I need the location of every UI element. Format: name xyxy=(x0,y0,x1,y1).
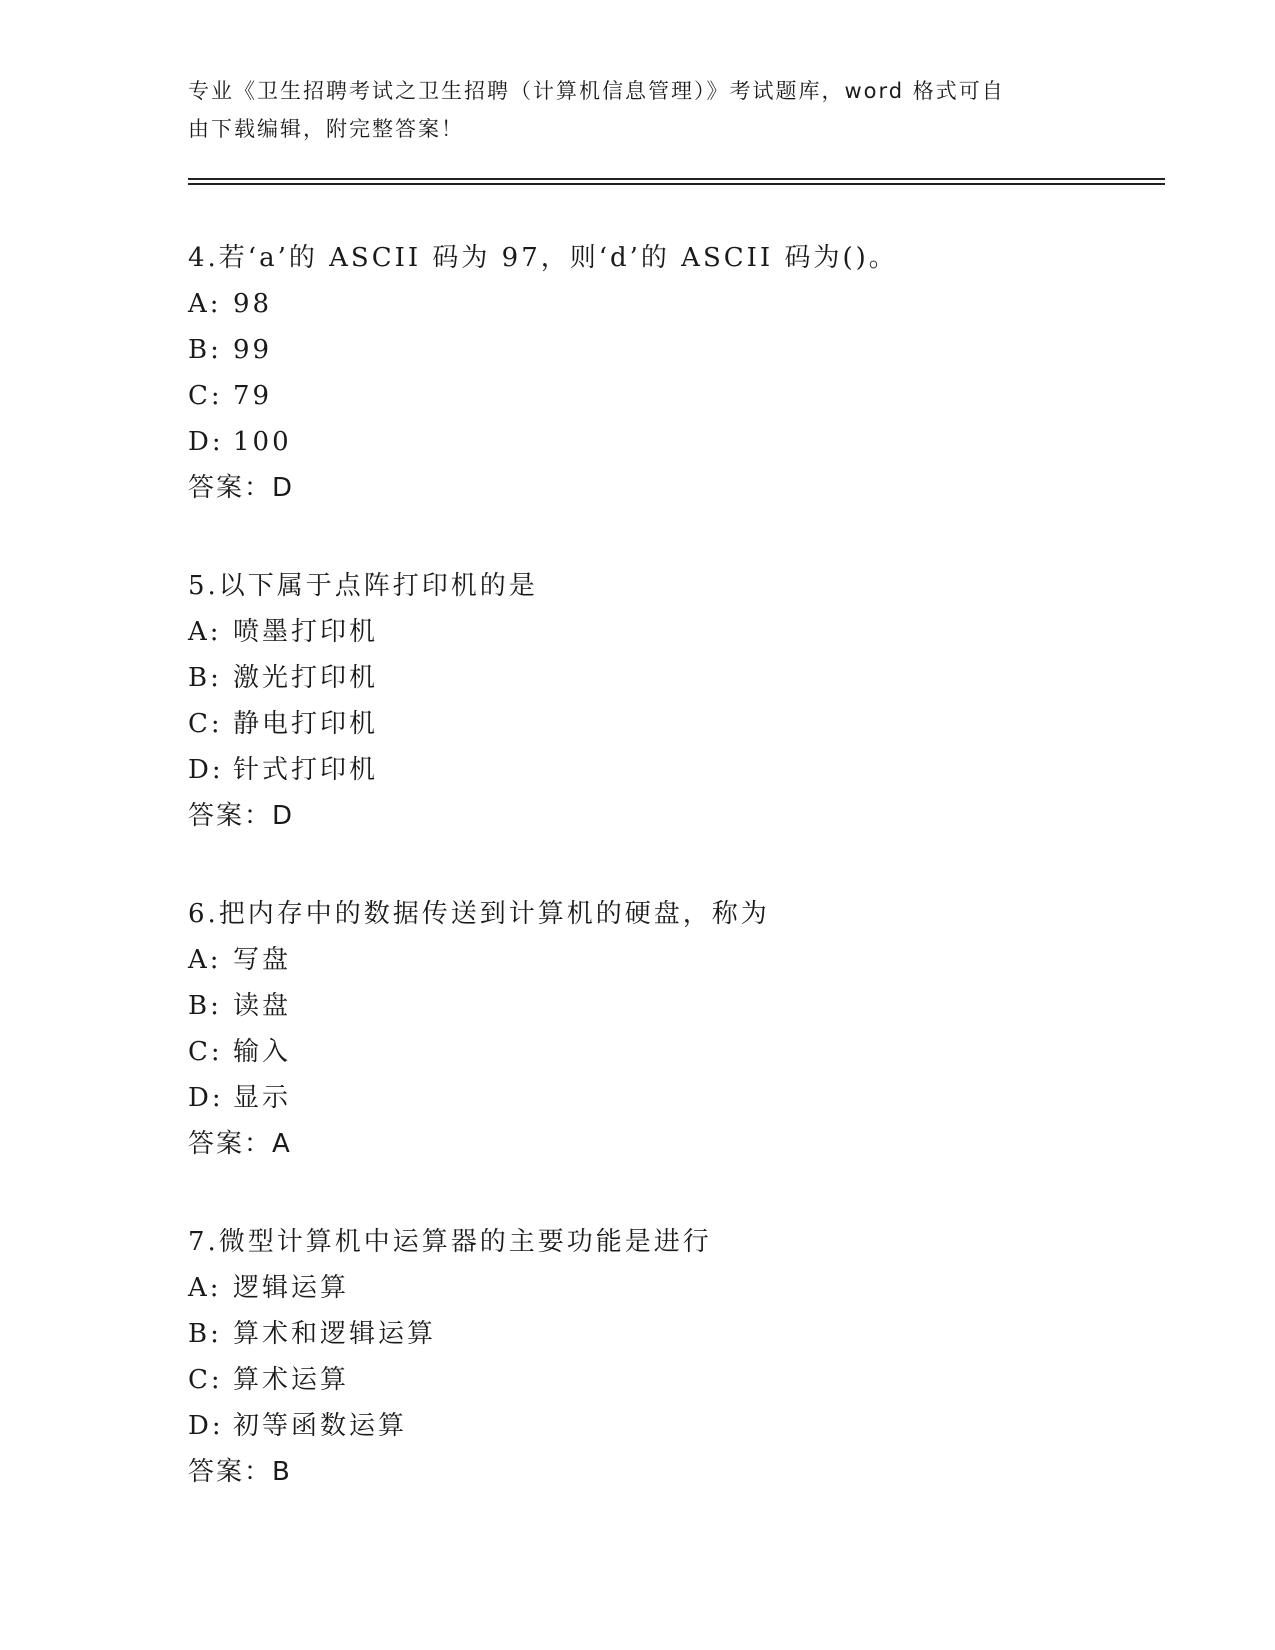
option-text: 98 xyxy=(233,289,273,319)
answer-line: 答案：A xyxy=(188,1129,292,1159)
option-text: 针式打印机 xyxy=(233,755,379,785)
option-b xyxy=(188,327,1148,373)
option-b xyxy=(188,655,1148,701)
option-text: 79 xyxy=(233,381,273,411)
header-line-2: 由下载编辑，附完整答案！ xyxy=(188,117,464,141)
question-stem: 6.把内存中的数据传送到计算机的硬盘，称为 xyxy=(188,899,770,929)
option-c xyxy=(188,373,1148,419)
option-letter: B: xyxy=(188,991,222,1021)
option-letter: D: xyxy=(188,427,224,457)
option-text: 读盘 xyxy=(233,991,292,1021)
option-a xyxy=(188,937,1148,983)
option-letter: A: xyxy=(188,1273,222,1303)
option-c xyxy=(188,1357,1148,1403)
document-header xyxy=(188,72,1068,148)
option-letter: D: xyxy=(188,1411,224,1441)
option-letter: B: xyxy=(188,663,222,693)
question-4 xyxy=(188,235,1148,511)
option-letter: C: xyxy=(188,381,223,411)
option-text: 输入 xyxy=(233,1037,292,1067)
option-text: 写盘 xyxy=(233,945,292,975)
answer-line: 答案：D xyxy=(188,473,295,503)
option-letter: D: xyxy=(188,1083,224,1113)
option-letter: A: xyxy=(188,617,222,647)
question-6 xyxy=(188,891,1148,1167)
option-text: 算术和逻辑运算 xyxy=(233,1319,437,1349)
option-a xyxy=(188,609,1148,655)
question-stem: 7.微型计算机中运算器的主要功能是进行 xyxy=(188,1227,712,1257)
question-5 xyxy=(188,563,1148,839)
question-stem: 5.以下属于点阵打印机的是 xyxy=(188,571,538,601)
option-b xyxy=(188,1311,1148,1357)
option-text: 100 xyxy=(233,427,292,457)
option-text: 静电打印机 xyxy=(233,709,379,739)
option-d xyxy=(188,1403,1148,1449)
option-letter: B: xyxy=(188,1319,222,1349)
option-b xyxy=(188,983,1148,1029)
option-letter: A: xyxy=(188,945,222,975)
question-stem: 4.若‘a’的 ASCII 码为 97，则‘d’的 ASCII 码为()。 xyxy=(188,243,898,273)
question-list xyxy=(188,235,1148,1547)
option-c xyxy=(188,1029,1148,1075)
option-text: 算术运算 xyxy=(233,1365,350,1395)
option-letter: B: xyxy=(188,335,222,365)
answer-line: 答案：B xyxy=(188,1457,292,1487)
option-letter: C: xyxy=(188,1037,223,1067)
option-a xyxy=(188,1265,1148,1311)
question-7 xyxy=(188,1219,1148,1495)
header-rule-bottom xyxy=(188,183,1165,185)
option-a xyxy=(188,281,1148,327)
option-d xyxy=(188,1075,1148,1121)
option-letter: C: xyxy=(188,1365,223,1395)
option-d xyxy=(188,747,1148,793)
header-line-1: 专业《卫生招聘考试之卫生招聘（计算机信息管理）》考试题库，word 格式可自 xyxy=(188,79,1005,103)
option-text: 激光打印机 xyxy=(233,663,379,693)
option-letter: D: xyxy=(188,755,224,785)
option-letter: A: xyxy=(188,289,222,319)
option-text: 初等函数运算 xyxy=(233,1411,408,1441)
header-rule-top xyxy=(188,178,1165,180)
option-text: 逻辑运算 xyxy=(233,1273,350,1303)
option-text: 喷墨打印机 xyxy=(233,617,379,647)
option-letter: C: xyxy=(188,709,223,739)
answer-line: 答案：D xyxy=(188,801,295,831)
option-text: 99 xyxy=(233,335,273,365)
option-c xyxy=(188,701,1148,747)
option-d xyxy=(188,419,1148,465)
option-text: 显示 xyxy=(233,1083,292,1113)
